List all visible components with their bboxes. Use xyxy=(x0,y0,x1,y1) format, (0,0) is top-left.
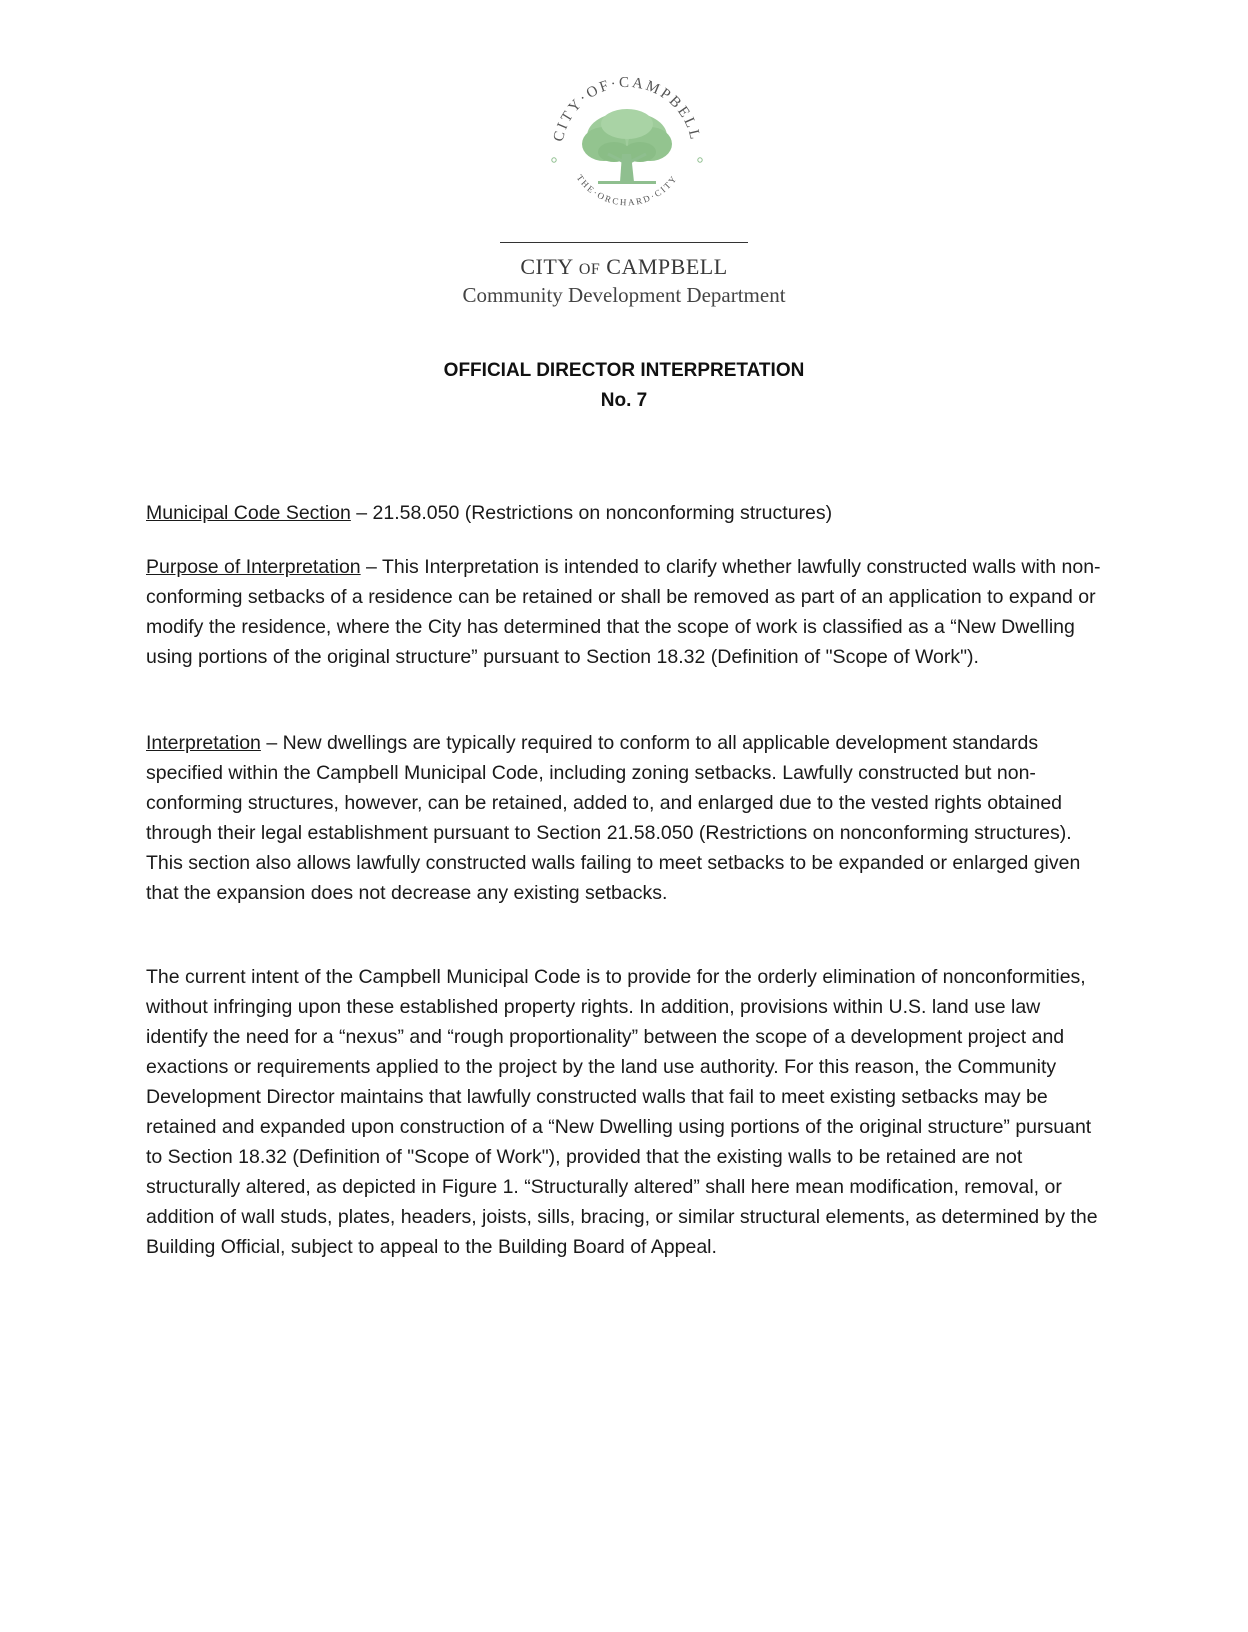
document-title: OFFICIAL DIRECTOR INTERPRETATION xyxy=(443,360,805,381)
section-code xyxy=(146,498,1106,528)
department-name: Community Development Department xyxy=(462,283,786,307)
section-body: – 21.58.050 (Restrictions on nonconforming structures) xyxy=(350,502,833,524)
section-body: – This Interpretation is intended to clarify whether lawfully constructed walls with non-conforming setbacks of a residence can be retained or shall be removed as part of an application to expand or modify the residence, where the City has determined that the scope of work is classified as a “New Dwelling using portions of the original structure” pursuant to Section 18.32 (Definition of "Scope of Work"). xyxy=(146,556,1101,668)
seal-bottom-text: THE·ORCHARD·CITY xyxy=(574,172,680,208)
org-name-city: CITY xyxy=(520,254,573,279)
section-label: Municipal Code Section xyxy=(146,502,351,524)
org-name-of: OF xyxy=(578,261,601,278)
section-body: – New dwellings are typically required to conform to all applicable development standards specified within the Campbell Municipal Code, including zoning setbacks. Lawfully constructed but non-conforming structures, however, can be retained, added to, and enlarged due to the vested rights obtained through their legal establishment pursuant to Section 21.58.050 (Restrictions on nonconforming structures). This section also allows lawfully constructed walls failing to meet setbacks to be expanded or enlarged given that the expansion does not decrease any existing setbacks. xyxy=(146,732,1081,904)
city-seal xyxy=(542,64,712,234)
section-body: The current intent of the Campbell Municipal Code is to provide for the orderly elimination of nonconformities, without infringing upon these established property rights. In addition, provisions within U.S. land use law identify the need for a “nexus” and “rough proportionality” between the scope of a development project and exactions or requirements applied to the project by the land use authority. For this reason, the Community Development Director maintains that lawfully constructed walls that fail to meet existing setbacks may be retained and expanded upon construction of a “New Dwelling using portions of the original structure” pursuant to Section 18.32 (Definition of "Scope of Work"), provided that the existing walls to be retained are not structurally altered, as depicted in Figure 1. “Structurally altered” shall here mean modification, removal, or addition of wall studs, plates, headers, joists, sills, bracing, or similar structural elements, as determined by the Building Official, subject to appeal to the Building Board of Appeal. xyxy=(146,966,1098,1258)
org-name-campbell: CAMPBELL xyxy=(606,254,728,279)
section-interpretation xyxy=(146,728,1106,908)
section-label: Interpretation xyxy=(146,732,261,754)
section-label: Purpose of Interpretation xyxy=(146,556,361,578)
org-name xyxy=(0,254,1248,280)
oak-tree-icon xyxy=(582,109,672,184)
header-divider xyxy=(500,242,748,243)
section-intent xyxy=(146,962,1106,1262)
document-number: No. 7 xyxy=(600,390,648,411)
seal-top-text: CITY·OF·CAMPBELL xyxy=(550,74,704,144)
section-purpose xyxy=(146,552,1106,672)
